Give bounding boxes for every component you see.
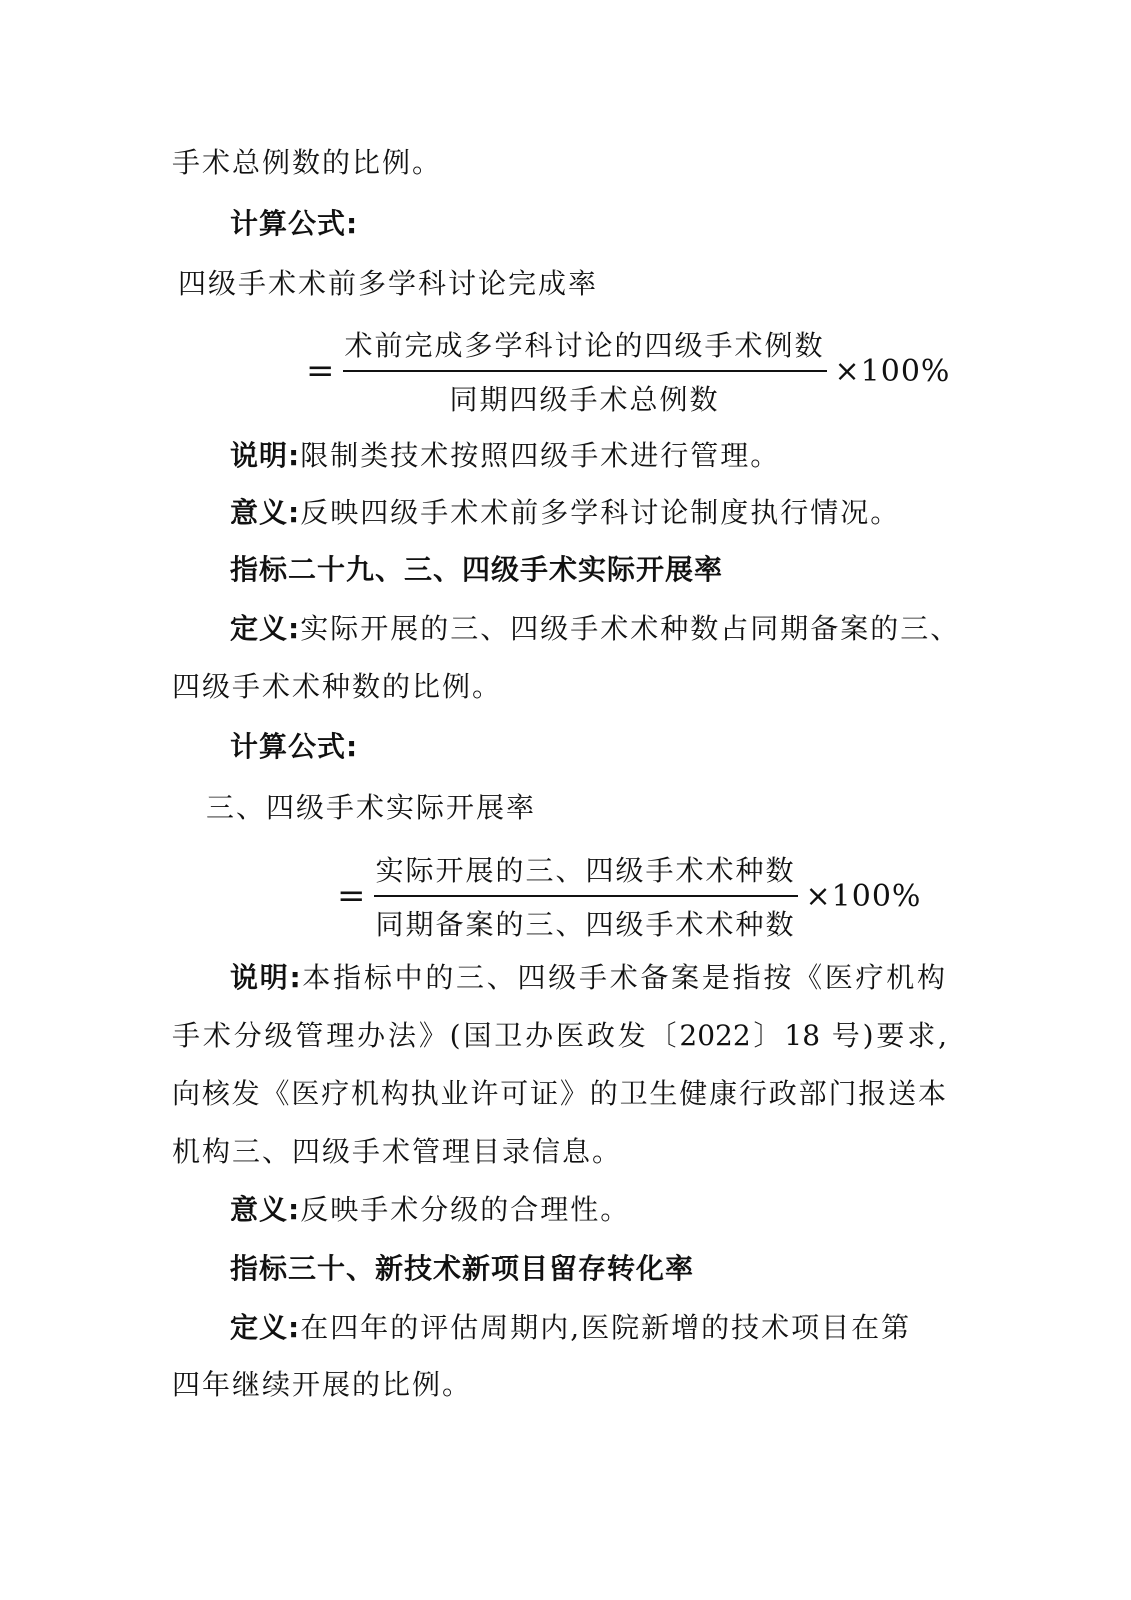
note-label: 说明: [230,439,301,472]
definition-label: 定义: [230,1311,301,1344]
note-29-line2: 手术分级管理办法》(国卫办医政发〔2022〕18 号)要求, [172,1019,947,1052]
equals-sign: = [306,351,337,391]
definition-29-line2: 四级手术术种数的比例。 [172,670,503,703]
note-29-line4: 机构三、四级手术管理目录信息。 [172,1135,623,1168]
formula-denominator: 同期备案的三、四级手术术种数 [375,908,796,941]
meaning-text: 反映四级手术术前多学科讨论制度执行情况。 [300,496,901,529]
meaning-28 [230,493,947,533]
definition-29-line1 [230,609,961,649]
note-label: 说明: [230,961,302,994]
note-text: 本指标中的三、四级手术备案是指按《医疗机构 [301,961,947,994]
definition-30-line1 [230,1308,947,1348]
formula-label: 计算公式: [230,207,359,240]
meaning-label: 意义: [230,1193,301,1226]
formula-denominator: 同期四级手术总例数 [449,383,720,416]
equals-sign: = [337,876,368,916]
definition-text: 实际开展的三、四级手术术种数占同期备案的三、 [300,612,961,645]
meaning-label: 意义: [230,496,301,529]
note-text: 限制类技术按照四级手术进行管理。 [300,439,781,472]
definition-30-line2: 四年继续开展的比例。 [172,1368,473,1401]
formula-name: 四级手术术前多学科讨论完成率 [178,267,599,300]
heading-29: 指标二十九、三、四级手术实际开展率 [230,553,724,586]
formula-multiplier: ×100% [805,878,922,914]
fraction [374,849,798,943]
formula-numerator: 术前完成多学科讨论的四级手术例数 [343,324,827,372]
meaning-text: 反映手术分级的合理性。 [300,1193,631,1226]
definition-text: 在四年的评估周期内,医院新增的技术项目在第 [300,1311,912,1344]
formula-multiplier: ×100% [834,353,951,389]
formula-name: 三、四级手术实际开展率 [206,791,537,824]
note-29-line3: 向核发《医疗机构执业许可证》的卫生健康行政部门报送本 [172,1077,947,1110]
note-29-line1 [230,958,947,998]
formula-29 [337,849,921,943]
fraction [343,324,827,418]
note-28 [230,436,947,476]
definition-label: 定义: [230,612,301,645]
heading-30: 指标三十、新技术新项目留存转化率 [230,1252,695,1285]
formula-28 [306,324,950,418]
formula-numerator: 实际开展的三、四级手术术种数 [374,849,798,897]
paragraph-continuation: 手术总例数的比例。 [172,146,443,179]
meaning-29 [230,1190,947,1230]
formula-label: 计算公式: [230,730,359,763]
